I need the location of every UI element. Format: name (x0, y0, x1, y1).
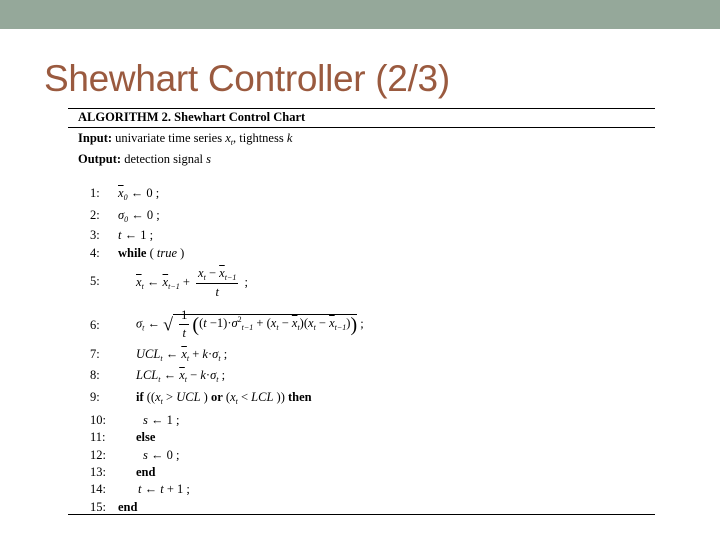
line-number: 7: (90, 347, 100, 361)
input-sub: t (230, 138, 233, 147)
line-number: 4: (90, 246, 100, 260)
line-number: 3: (90, 228, 100, 242)
line-number: 5: (90, 274, 100, 288)
input-label: Input: (78, 131, 113, 145)
line-number: 1: (90, 186, 100, 200)
line-number: 14: (90, 482, 106, 496)
line-number: 8: (90, 368, 100, 382)
line-number: 10: (90, 413, 106, 427)
input-text: univariate time series (115, 131, 223, 145)
output-text: detection signal (124, 152, 203, 166)
input-sep: , tightness (233, 131, 284, 145)
algorithm-box: ALGORITHM 2. Shewhart Control Chart Input: univariate time series $x_t$, tightness k Output: detection signal s 1: $\overline{x}_0$ ← 0 ; 2: $\sigma_0$ ← 0 ; 3: t ← 1 ; 4: while ( true ) 5: $\overline{x}_t$ ← $\overline{x}_{t-1}$ + $\frac{x_t - \overline{x}_{t-1}}{t}$ ; 6: $\sigma_t$ ← √ $\frac{1}{t}$ $((t -1)\cdot\sigma^2_{t-1} + (x_t - \overline{x}_t)(x_t - \overline{x}_{t-1}))$ ; 7: $UCL_t$ ← $\overline{x}_t + k\cdot\sigma_t$ ; 8: $LCL_t$ ← $\overline{x}_t - k\cdot\sigma_t$ ; 9: if (($x_t$ > UCL ) or ($x_t$ < LCL )) then 10: s ← 1 ; 11: else 12: s ← 0 ; 13: end 14: t ← t + 1 ; 15: end (68, 108, 655, 518)
line-number: 11: (90, 430, 106, 444)
slide-title: Shewhart Controller (2/3) (44, 58, 450, 99)
input-var: x (225, 131, 231, 145)
algorithm-name: ALGORITHM 2. Shewhart Control Chart (78, 110, 306, 124)
line-number: 13: (90, 465, 106, 479)
top-rule (68, 108, 655, 109)
header-rule (68, 127, 655, 128)
input-var2: k (286, 131, 293, 145)
output-var: s (206, 152, 211, 166)
bottom-rule (68, 514, 655, 515)
output-line (78, 152, 211, 167)
line-number: 9: (90, 390, 100, 404)
line-number: 2: (90, 208, 100, 222)
line-number: 15: (90, 500, 106, 514)
line-number: 12: (90, 448, 106, 462)
line-number: 6: (90, 318, 100, 332)
output-label: Output: (78, 152, 122, 166)
input-line (78, 131, 292, 147)
top-accent-bar (0, 0, 720, 29)
